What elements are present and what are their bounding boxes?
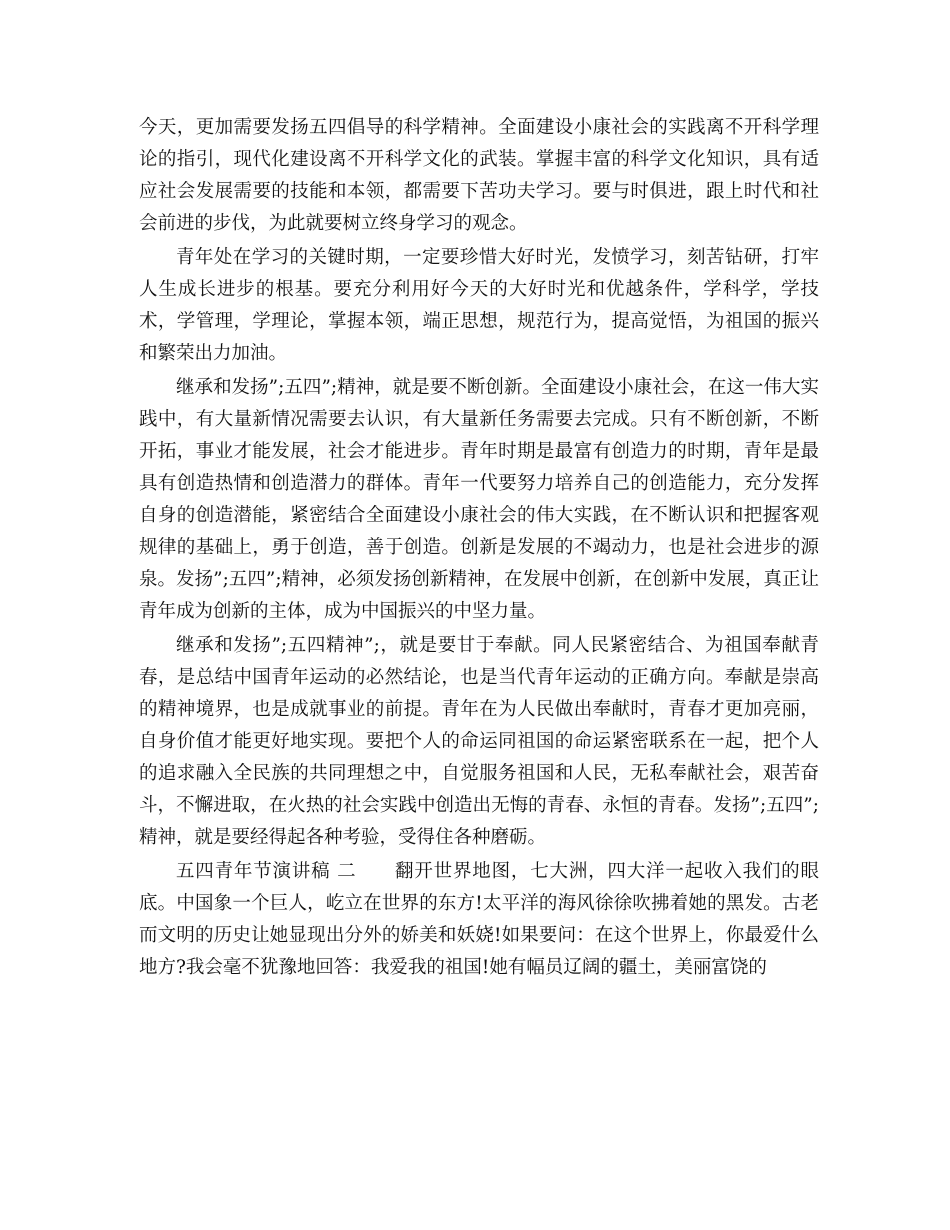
paragraph-speech-two: 五四青年节演讲稿 二 翻开世界地图，七大洲，四大洋一起收入我们的眼底。中国象一个巨人，屹立在世界的东方!太平洋的海风徐徐吹拂着她的黑发。古老而文明的历史让她显现出分外的娇美和妖娆!如果要问：在这个世界上，你最爱什么地方?我会毫不犹豫地回答：我爱我的祖国!她有幅员辽阔的疆土，美丽富饶的	[139, 861, 819, 978]
paragraph-youth-study: 青年处在学习的关键时期，一定要珍惜大好时光，发愤学习，刻苦钻研，打牢人生成长进步的根基。要充分利用好今天的大好时光和优越条件，学科学，学技术，学管理，学理论，掌握本领，端正思想，规范行为，提高觉悟，为祖国的振兴和繁荣出力加油。	[139, 247, 819, 364]
document-body	[139, 112, 819, 986]
paragraph-science-spirit: 今天，更加需要发扬五四倡导的科学精神。全面建设小康社会的实践离不开科学理论的指引，现代化建设离不开科学文化的武装。掌握丰富的科学文化知识，具有适应社会发展需要的技能和本领，都需要下苦功夫学习。要与时俱进，跟上时代和社会前进的步伐，为此就要树立终身学习的观念。	[139, 117, 819, 234]
paragraph-innovation: 继承和发扬”;五四”;精神，就是要不断创新。全面建设小康社会，在这一伟大实践中，有大量新情况需要去认识，有大量新任务需要去完成。只有不断创新，不断开拓，事业才能发展，社会才能进步。青年时期是最富有创造力的时期，青年是最具有创造热情和创造潜力的群体。青年一代要努力培养自己的创造能力，充分发挥自身的创造潜能，紧密结合全面建设小康社会的伟大实践，在不断认识和把握客观规律的基础上，勇于创造，善于创造。创新是发展的不竭动力，也是社会进步的源泉。发扬”;五四”;精神，必须发扬创新精神，在发展中创新，在创新中发展，真正让青年成为创新的主体，成为中国振兴的中坚力量。	[139, 377, 819, 622]
paragraph-dedication: 继承和发扬”;五四精神”;，就是要甘于奉献。同人民紧密结合、为祖国奉献青春，是总结中国青年运动的必然结论，也是当代青年运动的正确方向。奉献是崇高的精神境界，也是成就事业的前提。青年在为人民做出奉献时，青春才更加亮丽，自身价值才能更好地实现。要把个人的命运同祖国的命运紧密联系在一起，把个人的追求融入全民族的共同理想之中，自觉服务祖国和人民，无私奉献社会，艰苦奋斗，不懈进取，在火热的社会实践中创造出无悔的青春、永恒的青春。发扬”;五四”;精神，就是要经得起各种考验，受得住各种磨砺。	[139, 635, 819, 848]
